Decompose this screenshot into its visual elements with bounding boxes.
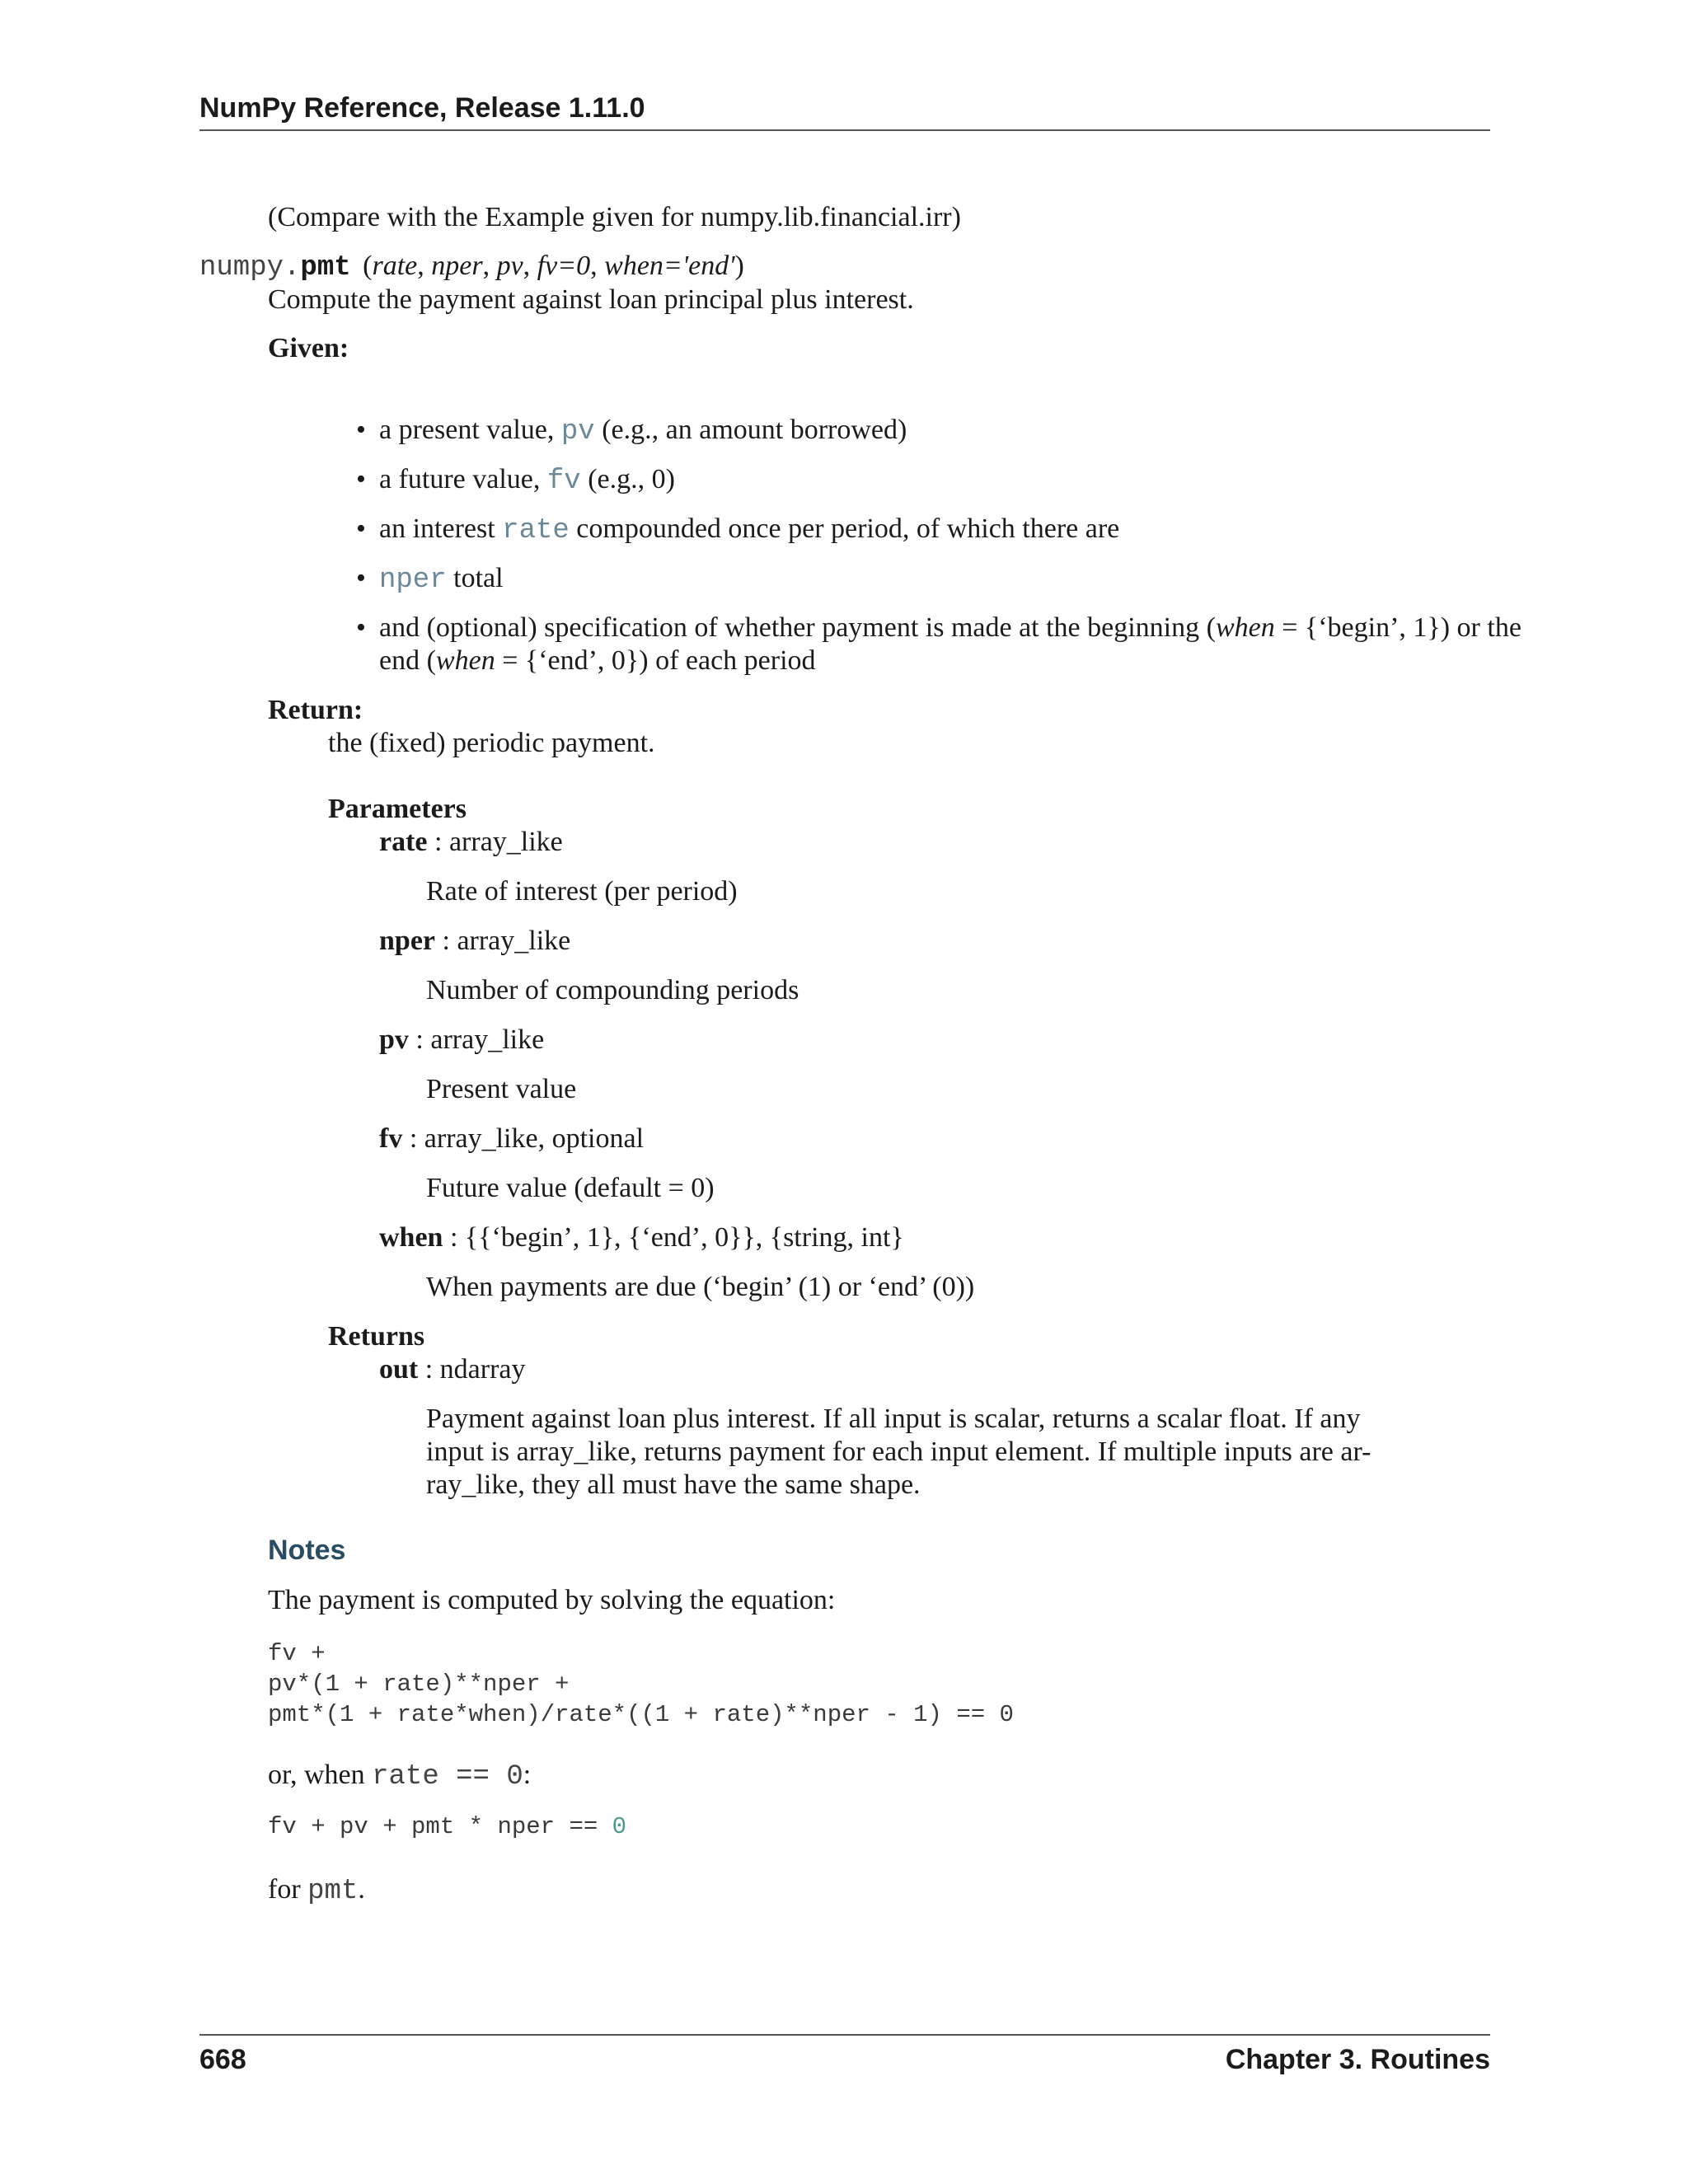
param-pv: pv : array_like — [379, 1024, 545, 1055]
parameters-heading: Parameters — [328, 794, 467, 824]
signature-comma: , — [523, 251, 537, 281]
returns-out: out : ndarray — [379, 1354, 526, 1385]
intro-compare-text: (Compare with the Example given for numpy.lib.financial.irr) — [268, 202, 961, 232]
returns-desc-line: Payment against loan plus interest. If all input is scalar, returns a scalar float. If any — [426, 1404, 1361, 1434]
param-when-sig: when='end' — [604, 251, 735, 281]
equation-line: fv + — [268, 1640, 326, 1667]
page-number: 668 — [199, 2044, 246, 2075]
bullet-marker: • — [356, 464, 366, 494]
given-item-when-line1: and (optional) specification of whether payment is made at the beginning (when = {‘begin’, 1}) or the — [379, 612, 1522, 643]
param-when-desc: When payments are due (‘begin’ (1) or ‘end’ (0)) — [426, 1272, 975, 1302]
notes-for-pmt: for pmt. — [268, 1874, 365, 1907]
signature-paren-close: ) — [734, 251, 744, 281]
equation-zero-rate: fv + pv + pmt * nper == 0 — [268, 1813, 627, 1840]
param-nper: nper : array_like — [379, 926, 571, 956]
given-item-interest-rate: an interest rate compounded once per period, of which there are — [379, 513, 1120, 546]
equation-line: pv*(1 + rate)**nper + — [268, 1671, 570, 1698]
returns-heading: Returns — [328, 1321, 425, 1352]
bullet-marker: • — [356, 563, 366, 593]
returns-desc-line: input is array_like, returns payment for each input element. If multiple inputs are ar- — [426, 1436, 1372, 1467]
footer-rule — [199, 2034, 1490, 2036]
notes-intro: The payment is computed by solving the equation: — [268, 1585, 836, 1615]
signature-paren-open: ( — [363, 251, 373, 281]
nper-link[interactable]: nper — [379, 565, 447, 596]
signature-comma: , — [417, 251, 432, 281]
equation-line: pmt*(1 + rate*when)/rate*((1 + rate)**nper - 1) == 0 — [268, 1701, 1014, 1728]
signature-module: numpy. — [199, 252, 301, 284]
header-rule — [199, 129, 1490, 131]
function-signature — [199, 251, 744, 284]
signature-name: pmt — [300, 252, 351, 284]
notes-or-when: or, when rate == 0: — [268, 1760, 532, 1793]
given-item-when-line2: end (when = {‘end’, 0}) of each period — [379, 645, 816, 676]
param-nper-desc: Number of compounding periods — [426, 975, 799, 1005]
given-label: Given: — [268, 333, 349, 363]
signature-comma: , — [482, 251, 497, 281]
given-item-nper: nper total — [379, 563, 504, 596]
param-fv-desc: Future value (default = 0) — [426, 1173, 715, 1203]
return-label: Return: — [268, 695, 363, 725]
param-pv-sig: pv — [496, 251, 523, 281]
given-item-future-value: a future value, fv (e.g., 0) — [379, 464, 675, 497]
fv-link[interactable]: fv — [546, 466, 581, 497]
param-nper-sig: nper — [431, 251, 483, 281]
signature-comma: , — [590, 251, 605, 281]
param-pv-desc: Present value — [426, 1074, 577, 1104]
bullet-marker: • — [356, 612, 366, 643]
return-text: the (fixed) periodic payment. — [328, 728, 655, 758]
param-rate-desc: Rate of interest (per period) — [426, 876, 738, 907]
param-fv: fv : array_like, optional — [379, 1123, 645, 1154]
bullet-marker: • — [356, 513, 366, 544]
pv-link[interactable]: pv — [560, 416, 595, 448]
param-rate-sig: rate — [372, 251, 418, 281]
param-fv-sig: fv=0 — [537, 251, 591, 281]
chapter-label: Chapter 3. Routines — [1225, 2044, 1490, 2075]
param-rate: rate : array_like — [379, 827, 563, 857]
bullet-marker: • — [356, 415, 366, 445]
given-item-present-value: a present value, pv (e.g., an amount borrowed) — [379, 415, 907, 448]
notes-heading: Notes — [268, 1535, 346, 1566]
function-summary: Compute the payment against loan principal plus interest. — [268, 284, 914, 315]
rate-link[interactable]: rate — [502, 515, 570, 546]
returns-desc-line: ray_like, they all must have the same shape. — [426, 1469, 921, 1500]
param-when: when : {{‘begin’, 1}, {‘end’, 0}}, {string, int} — [379, 1222, 904, 1253]
running-header-title: NumPy Reference, Release 1.11.0 — [199, 92, 645, 124]
